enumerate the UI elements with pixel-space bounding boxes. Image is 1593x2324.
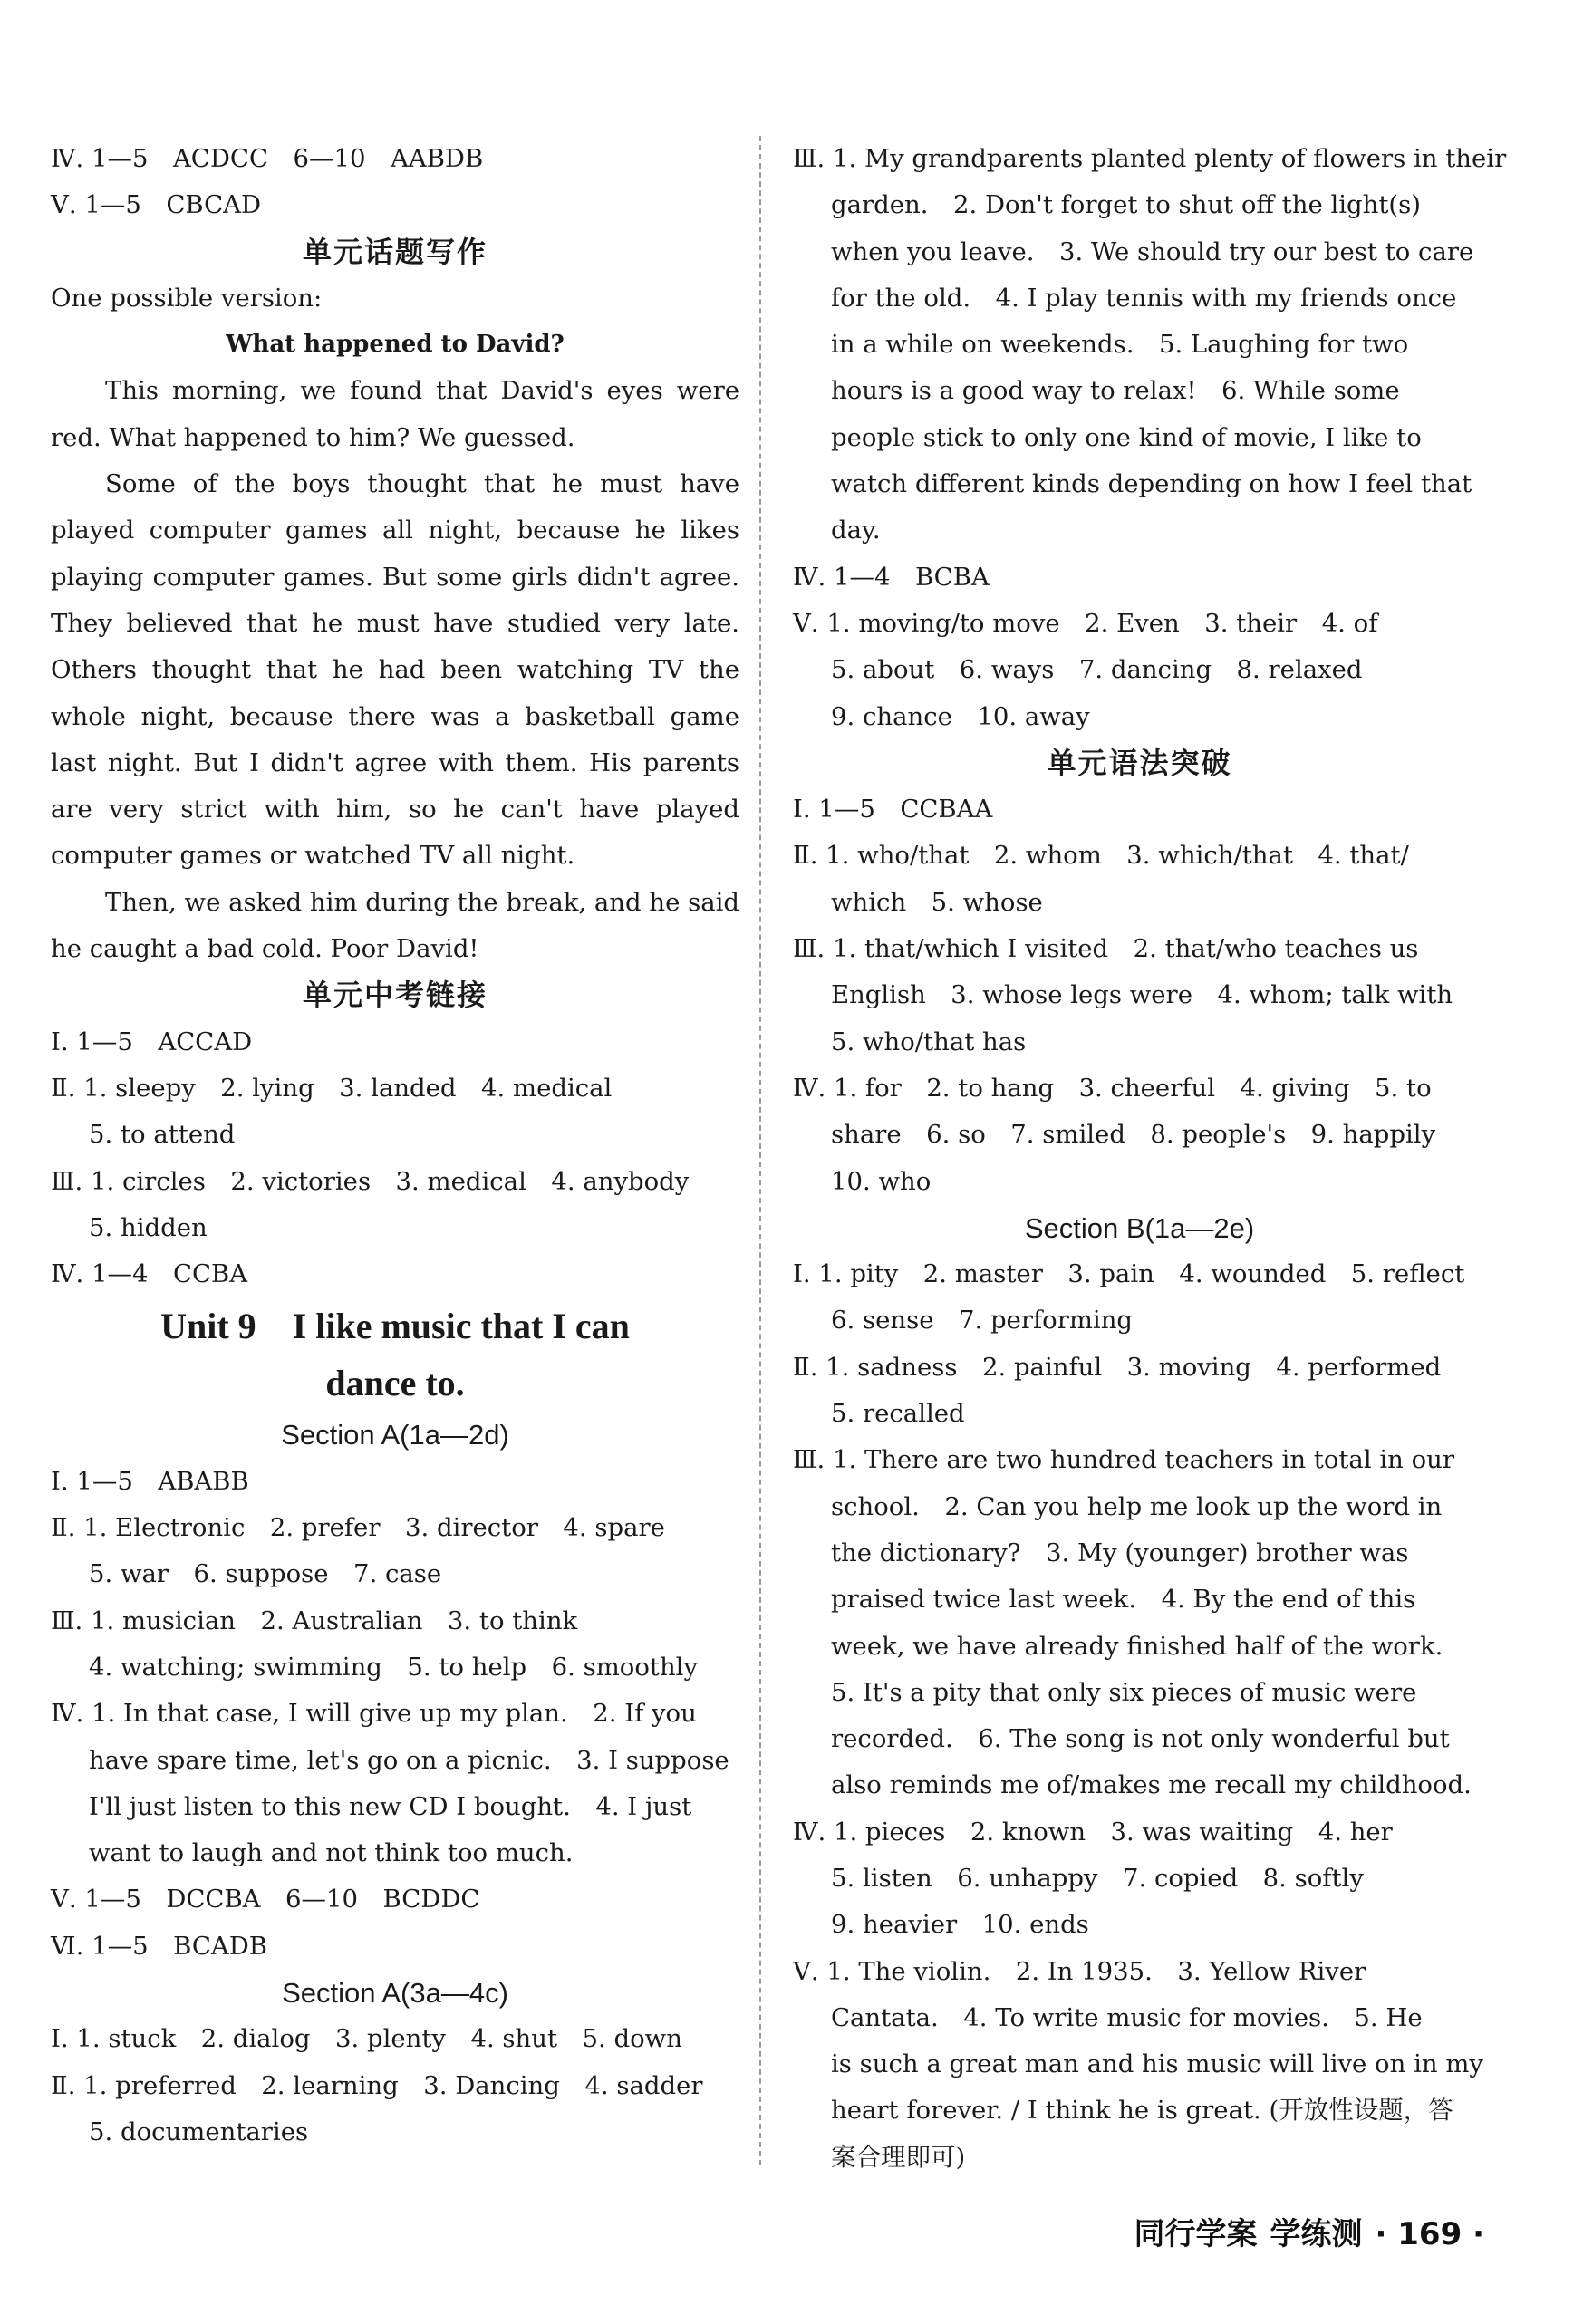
section-title: Section A(3a—4c) <box>282 1976 508 2009</box>
answer-line: Ⅰ. 1—5 ACCAD <box>51 1027 253 1056</box>
page-footer <box>1122 2209 1484 2253</box>
answer-line: Ⅲ. 1. circles 2. victories 3. medical 4. anybody <box>51 1166 690 1196</box>
answer-line: day. <box>831 516 881 545</box>
answer-line: Ⅱ. 1. Electronic 2. prefer 3. director 4. spare <box>51 1513 665 1543</box>
answer-line: Ⅰ. 1—5 CCBAA <box>793 795 993 824</box>
answer-line: have spare time, let's go on a picnic. 3. I suppose <box>89 1745 729 1775</box>
answer-line: I'll just listen to this new CD I bought. 4. I just <box>89 1791 692 1821</box>
answer-line: Ⅳ. 1—4 CCBA <box>51 1259 248 1289</box>
answer-line: when you leave. 3. We should try our best to care <box>831 236 1474 266</box>
footer-brand: 同行学案 <box>1134 2216 1258 2252</box>
answer-line: want to laugh and not think too much. <box>89 1838 574 1868</box>
footer-series: 学练测 <box>1270 2216 1363 2252</box>
essay-paragraph: Then, we asked him during the break, and he said he caught a bad cold. Poor David! <box>51 887 739 964</box>
section-title: Section A(1a—2d) <box>281 1419 509 1451</box>
answer-line: Ⅴ. 1. moving/to move 2. Even 3. their 4. of <box>793 608 1378 638</box>
answer-line: Ⅳ. 1. In that case, I will give up my plan. 2. If you <box>51 1699 697 1729</box>
answer-line: Cantata. 4. To write music for movies. 5. He <box>831 2002 1423 2032</box>
unit-title: Unit 9 I like music that I can <box>160 1306 630 1347</box>
answer-line: Ⅲ. 1. musician 2. Australian 3. to think <box>51 1606 578 1635</box>
section-title: Section B(1a—2e) <box>1024 1211 1255 1244</box>
answer-line: is such a great man and his music will live on in my <box>831 2049 1483 2079</box>
answer-line: heart forever. / I think he is great. (开放性设题，答 <box>831 2096 1453 2126</box>
answer-line: 5. recalled <box>831 1399 965 1429</box>
answer-line: also reminds me of/makes me recall my childhood. <box>831 1770 1472 1800</box>
answer-line: 10. who <box>831 1166 932 1196</box>
answer-line: Ⅱ. 1. sleepy 2. lying 3. landed 4. medical <box>51 1073 613 1103</box>
answer-line: school. 2. Can you help me look up the word in <box>831 1491 1443 1521</box>
answer-line: Ⅲ. 1. My grandparents planted plenty of flowers in their <box>793 144 1507 173</box>
answer-line: Ⅱ. 1. who/that 2. whom 3. which/that 4. that/ <box>793 841 1409 871</box>
answer-line: which 5. whose <box>831 887 1043 917</box>
essay-paragraph: Some of the boys thought that he must have played computer games all night, because he likes playing computer games. But some girls didn't agree. They believed that he must have studied very late. Others thought that he had been watching TV the whole night, because there was a basketball game last night. But I didn't agree with them. His parents are very strict with him, so he can't have played computer games or watched TV all night. <box>51 469 739 871</box>
answer-line: Ⅴ. 1. The violin. 2. In 1935. 3. Yellow River <box>793 1956 1366 1986</box>
answer-line: in a while on weekends. 5. Laughing for two <box>831 330 1409 360</box>
answer-line: 5. hidden <box>89 1212 208 1242</box>
answer-line: Ⅳ. 1—5 ACDCC 6—10 AABDB <box>51 144 484 173</box>
answer-line: 5. who/that has <box>831 1027 1027 1056</box>
answer-line: Ⅴ. 1—5 DCCBA 6—10 BCDDC <box>51 1885 480 1914</box>
answer-line: Ⅱ. 1. sadness 2. painful 3. moving 4. performed <box>793 1352 1442 1382</box>
answer-line: share 6. so 7. smiled 8. people's 9. happily <box>831 1120 1436 1150</box>
answer-line: Ⅱ. 1. preferred 2. learning 3. Dancing 4. sadder <box>51 2070 703 2100</box>
answer-line: watch different kinds depending on how I feel that <box>831 469 1472 499</box>
answer-line: English 3. whose legs were 4. whom; talk with <box>831 980 1453 1010</box>
answer-line: the dictionary? 3. My (younger) brother was <box>831 1538 1409 1567</box>
unit-title: dance to. <box>325 1363 465 1404</box>
answer-line: 9. chance 10. away <box>831 701 1090 731</box>
answer-line: praised twice last week. 4. By the end of this <box>831 1585 1416 1615</box>
answer-line: recorded. 6. The song is not only wonderful but <box>831 1724 1450 1754</box>
essay-paragraph: This morning, we found that David's eyes were red. What happened to him? We guessed. <box>51 376 739 452</box>
answer-line: 5. documentaries <box>89 2117 309 2146</box>
column-divider <box>759 136 761 2165</box>
answer-line: 9. heavier 10. ends <box>831 1910 1089 1940</box>
essay-intro: One possible version: <box>51 283 323 313</box>
answer-line: 5. about 6. ways 7. dancing 8. relaxed <box>831 655 1363 685</box>
answer-line: 6. sense 7. performing <box>831 1306 1134 1336</box>
essay-title: What happened to David? <box>226 331 565 359</box>
answer-line: Ⅳ. 1. pieces 2. known 3. was waiting 4. her <box>793 1817 1393 1847</box>
answer-line: 5. to attend <box>89 1120 236 1150</box>
answer-line: Ⅳ. 1—4 BCBA <box>793 562 990 592</box>
answer-line: Ⅲ. 1. There are two hundred teachers in total in our <box>793 1445 1455 1475</box>
answer-line: 案合理即可) <box>831 2142 966 2172</box>
writing-heading: 单元话题写作 <box>302 234 488 269</box>
answer-line: week, we have already finished half of the work. <box>831 1631 1443 1661</box>
answer-line: Ⅴ. 1—5 CBCAD <box>51 190 262 220</box>
answer-line: hours is a good way to relax! 6. While some <box>831 376 1400 406</box>
answer-line: garden. 2. Don't forget to shut off the light(s) <box>831 190 1421 220</box>
answer-line: Ⅲ. 1. that/which I visited 2. that/who teaches us <box>793 934 1419 964</box>
page-number: · 169 · <box>1375 2216 1484 2252</box>
answer-line: 4. watching; swimming 5. to help 6. smoothly <box>89 1652 698 1682</box>
answer-line: people stick to only one kind of movie, I like to <box>831 422 1422 452</box>
grammar-heading: 单元语法突破 <box>1047 745 1232 780</box>
essay-body <box>51 368 739 972</box>
left-column <box>51 136 739 2155</box>
answer-line: for the old. 4. I play tennis with my friends once <box>831 283 1457 313</box>
exam-heading: 单元中考链接 <box>302 978 488 1013</box>
answer-line: 5. war 6. suppose 7. case <box>89 1559 442 1589</box>
answer-line: Ⅰ. 1—5 ABABB <box>51 1466 249 1496</box>
answer-line: Ⅳ. 1. for 2. to hang 3. cheerful 4. giving 5. to <box>793 1073 1432 1103</box>
answer-line: Ⅰ. 1. stuck 2. dialog 3. plenty 4. shut 5. down <box>51 2024 682 2054</box>
answer-line: Ⅰ. 1. pity 2. master 3. pain 4. wounded 5. reflect <box>793 1259 1465 1289</box>
answer-line: 5. It's a pity that only six pieces of music were <box>831 1677 1417 1707</box>
answer-line: Ⅵ. 1—5 BCADB <box>51 1931 268 1961</box>
right-column <box>793 136 1507 2181</box>
answer-line: 5. listen 6. unhappy 7. copied 8. softly <box>831 1863 1364 1893</box>
